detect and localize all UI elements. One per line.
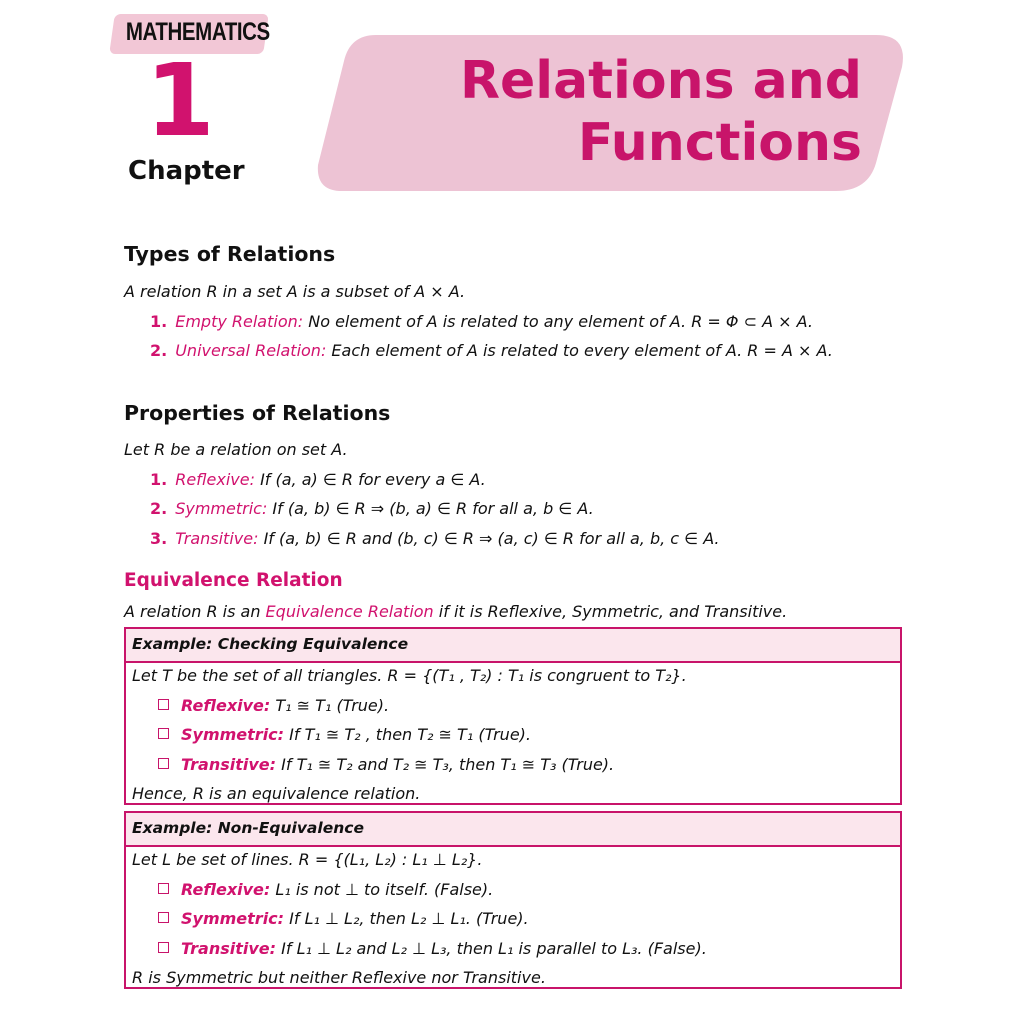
example-box-non-equivalence: [124, 811, 902, 989]
item-text: If (a, a) ∈ R for every a ∈ A.: [254, 470, 486, 489]
item-text: If L₁ ⊥ L₂, then L₂ ⊥ L₁. (True).: [284, 909, 529, 928]
item-label: Universal Relation:: [175, 341, 327, 360]
chapter-title-line-2: Functions: [577, 113, 862, 173]
item-label: Transitive:: [181, 939, 277, 958]
chapter-number: 1: [145, 42, 215, 159]
subject-label: MATHEMATICS: [125, 18, 270, 46]
example-title: Example: Non-Equivalence: [132, 819, 364, 837]
checkbox-bullet-icon: [158, 728, 169, 739]
item-number: 1.: [150, 312, 168, 331]
item-text: L₁ is not ⊥ to itself. (False).: [270, 880, 494, 899]
example-item-reflexive: [158, 880, 493, 899]
item-label: Reflexive:: [175, 470, 255, 489]
item-number: 2.: [150, 341, 168, 360]
item-text: If T₁ ≅ T₂ , then T₂ ≅ T₁ (True).: [284, 725, 531, 744]
equivalence-definition: [124, 602, 787, 621]
example-item-symmetric: [158, 909, 529, 928]
checkbox-bullet-icon: [158, 942, 169, 953]
item-label: Transitive:: [181, 755, 277, 774]
example-box-header: [126, 629, 900, 663]
chapter-label: Chapter: [128, 156, 245, 186]
item-text: No element of A is related to any element of A. R = Φ ⊂ A × A.: [303, 312, 813, 331]
item-text: If (a, b) ∈ R and (b, c) ∈ R ⇒ (a, c) ∈ R for all a, b, c ∈ A.: [258, 529, 720, 548]
example-item-symmetric: [158, 725, 531, 744]
example-title: Example: Checking Equivalence: [132, 635, 409, 653]
item-label: Symmetric:: [181, 725, 285, 744]
example-conclusion: R is Symmetric but neither Reflexive nor Transitive.: [132, 968, 546, 987]
equivalence-heading: Equivalence Relation: [124, 570, 343, 591]
example-item-reflexive: [158, 696, 389, 715]
item-label: Transitive:: [175, 529, 259, 548]
example-intro: Let T be the set of all triangles. R = {(T₁ , T₂) : T₁ is congruent to T₂}.: [132, 666, 687, 685]
item-label: Symmetric:: [175, 499, 268, 518]
example-item-transitive: [158, 755, 614, 774]
item-text: T₁ ≅ T₁ (True).: [270, 696, 390, 715]
example-intro: Let L be set of lines. R = {(L₁, L₂) : L₁ ⊥ L₂}.: [132, 850, 483, 869]
types-item-1: [150, 312, 813, 331]
example-box-equivalence: [124, 627, 902, 805]
item-number: 2.: [150, 499, 168, 518]
chapter-title-line-1: Relations and: [459, 51, 862, 111]
checkbox-bullet-icon: [158, 883, 169, 894]
item-number: 3.: [150, 529, 168, 548]
checkbox-bullet-icon: [158, 758, 169, 769]
properties-intro: Let R be a relation on set A.: [124, 440, 348, 459]
example-conclusion: Hence, R is an equivalence relation.: [132, 784, 421, 803]
types-intro: A relation R in a set A is a subset of A × A.: [124, 282, 466, 301]
item-label: Empty Relation:: [175, 312, 304, 331]
item-number: 1.: [150, 470, 168, 489]
definition-text-before: A relation R is an: [124, 602, 266, 621]
types-heading: Types of Relations: [124, 242, 336, 266]
properties-heading: Properties of Relations: [124, 401, 391, 425]
chapter-title: [400, 50, 862, 174]
properties-item-3: [150, 529, 720, 548]
item-text: Each element of A is related to every element of A. R = A × A.: [326, 341, 833, 360]
types-item-2: [150, 341, 833, 360]
properties-item-2: [150, 499, 594, 518]
checkbox-bullet-icon: [158, 912, 169, 923]
item-text: If L₁ ⊥ L₂ and L₂ ⊥ L₃, then L₁ is parallel to L₃. (False).: [276, 939, 707, 958]
checkbox-bullet-icon: [158, 699, 169, 710]
example-item-transitive: [158, 939, 707, 958]
item-text: If T₁ ≅ T₂ and T₂ ≅ T₃, then T₁ ≅ T₃ (True).: [276, 755, 615, 774]
item-text: If (a, b) ∈ R ⇒ (b, a) ∈ R for all a, b ∈ A.: [267, 499, 594, 518]
item-label: Reflexive:: [181, 696, 271, 715]
example-box-header: [126, 813, 900, 847]
item-label: Reflexive:: [181, 880, 271, 899]
definition-text-after: if it is Reflexive, Symmetric, and Transitive.: [433, 602, 788, 621]
properties-item-1: [150, 470, 486, 489]
item-label: Symmetric:: [181, 909, 285, 928]
definition-highlight: Equivalence Relation: [265, 602, 434, 621]
